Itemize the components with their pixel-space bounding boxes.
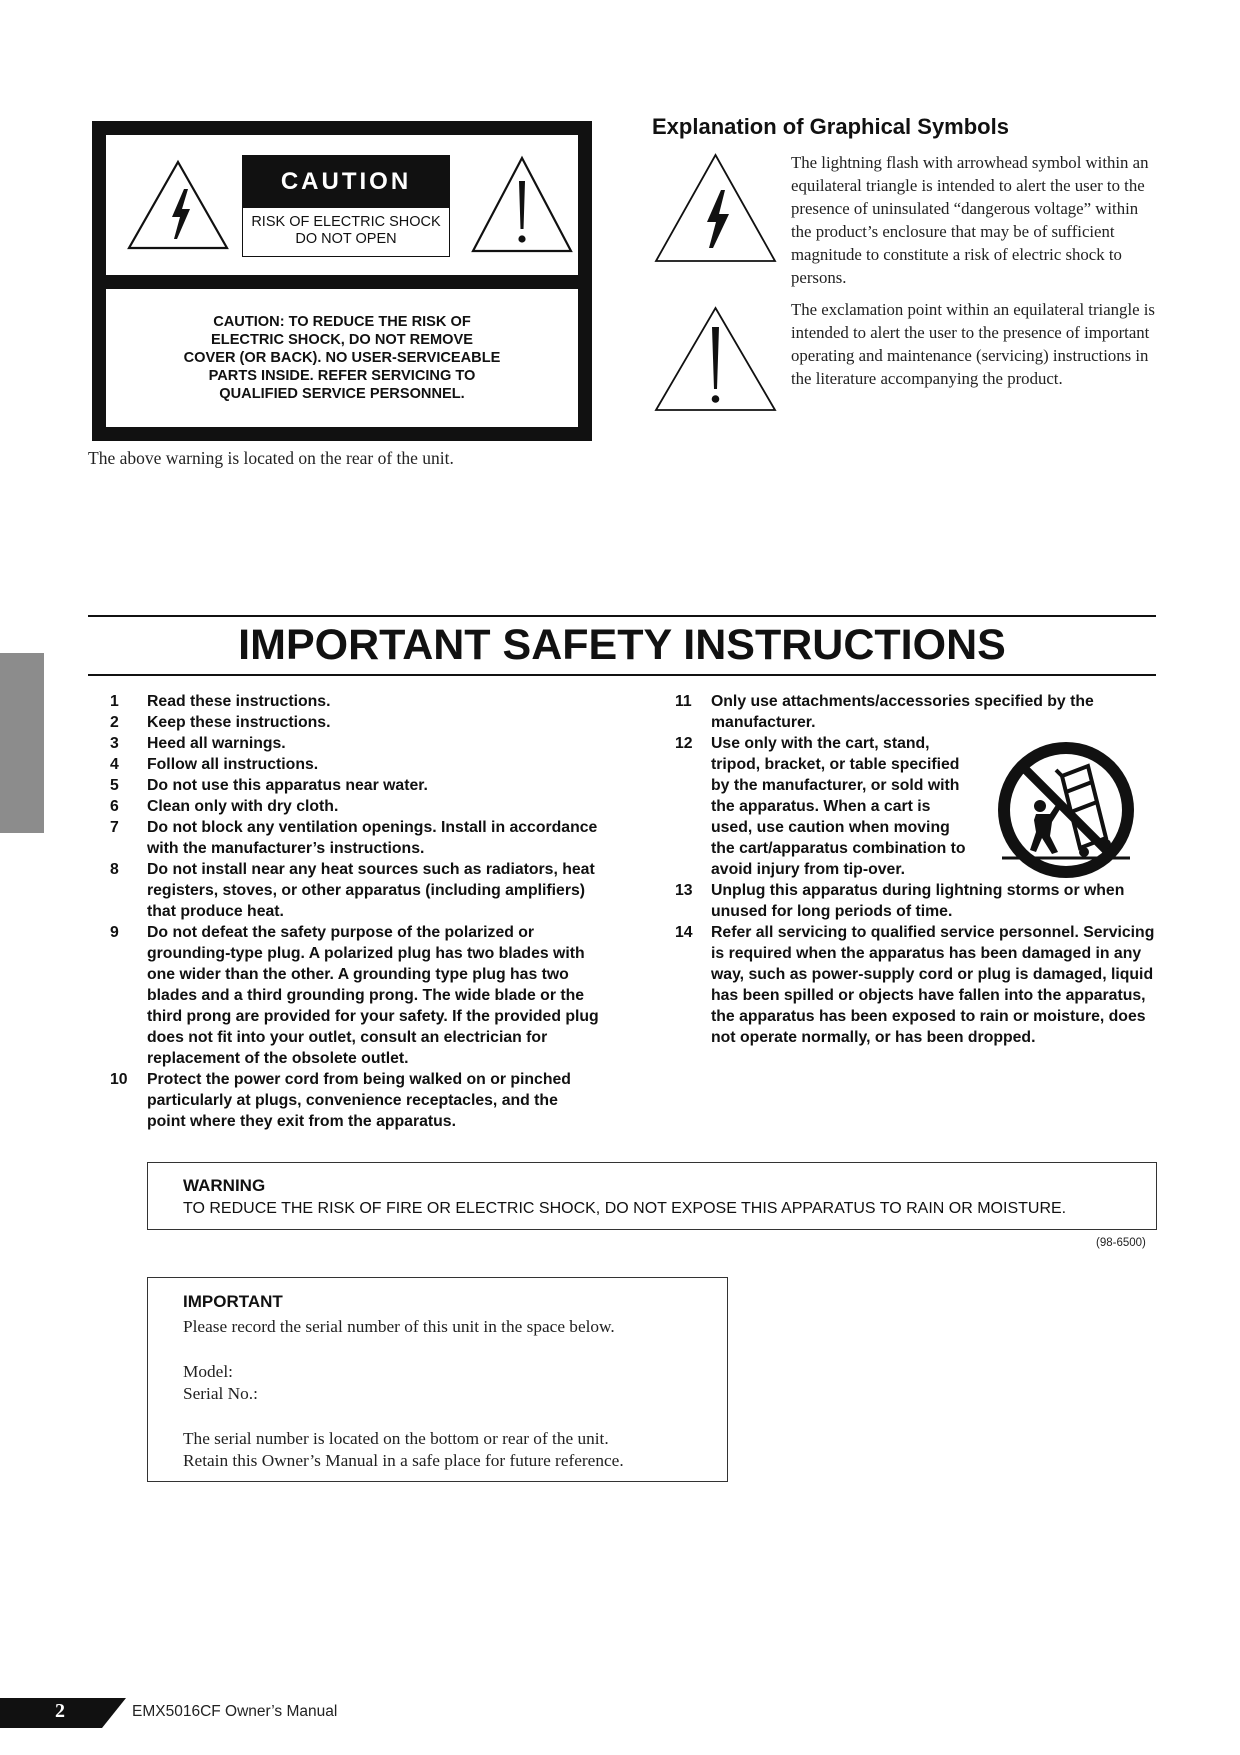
item-text: Keep these instructions.	[147, 714, 331, 731]
lightning-symbol-icon	[653, 152, 778, 264]
lightning-warning-icon	[126, 159, 230, 251]
exclamation-symbol-icon	[653, 305, 778, 413]
list-item	[110, 754, 600, 775]
warning-box	[147, 1162, 1157, 1230]
list-item	[110, 733, 600, 754]
item-number: 3	[110, 735, 119, 752]
caution-label	[92, 121, 592, 441]
item-number: 10	[110, 1071, 128, 1088]
side-tab	[0, 653, 44, 833]
item-text: Heed all warnings.	[147, 735, 286, 752]
item-number: 8	[110, 861, 119, 878]
list-item	[110, 922, 600, 1069]
item-text: Refer all servicing to qualified service personnel. Servicing is required when the apparatus has been damaged in any way, such as power-supply cord or plug is damaged, liquid has been spilled or objects have fallen into the apparatus, the apparatus has been exposed to rain or moisture, does not operate normally, or has been dropped.	[711, 924, 1155, 1046]
caution-center-panel	[242, 155, 450, 257]
list-item	[110, 859, 600, 922]
item-number: 7	[110, 819, 119, 836]
item-text: Do not block any ventilation openings. Install in accordance with the manufacturer’s instructions.	[147, 819, 598, 857]
caution-caption: The above warning is located on the rear of the unit.	[88, 448, 454, 468]
item-text: Do not install near any heat sources such as radiators, heat registers, stoves, or other apparatus (including amplifiers) that produce heat.	[147, 861, 595, 920]
exclamation-symbol-description: The exclamation point within an equilateral triangle is intended to alert the user to the presence of important operating and maintenance (servicing) instructions in the literature accompanying the product.	[791, 300, 1155, 388]
symbols-title: Explanation of Graphical Symbols	[652, 114, 1009, 139]
caution-subtext	[243, 208, 449, 248]
document-code: (98-6500)	[1096, 1237, 1146, 1249]
item-text: Use only with the cart, stand, tripod, bracket, or table specified by the manufacturer, or sold with the apparatus. When a cart is used, use caution when moving the cart/apparatus combination to avoid injury from tip-over.	[711, 735, 966, 878]
instructions-list-left	[110, 691, 600, 1132]
caution-header: CAUTION	[243, 156, 449, 208]
item-text: Do not defeat the safety purpose of the polarized or grounding-type plug. A polarized plug has two blades with one wider than the other. A grounding type plug has two blades and a third grounding prong. The wide blade or the third prong are provided for your safety. If the provided plug does not fit into your outlet, consult an electrician for replacement of the obsolete outlet.	[147, 924, 599, 1067]
item-text: Protect the power cord from being walked on or pinched particularly at plugs, convenience receptacles, and the point where they exit from the apparatus.	[147, 1071, 571, 1130]
list-item	[675, 922, 1165, 1048]
caution-label-top	[106, 135, 578, 275]
caution-main-text: CAUTION: TO REDUCE THE RISK OF ELECTRIC SHOCK, DO NOT REMOVE COVER (OR BACK). NO USER-SERVICEABLE PARTS INSIDE. REFER SERVICING TO QUALIFIED SERVICE PERSONNEL.	[183, 314, 501, 402]
item-text: Clean only with dry cloth.	[147, 798, 339, 815]
important-box	[147, 1277, 728, 1482]
list-item	[675, 880, 1165, 922]
item-text: Read these instructions.	[147, 693, 331, 710]
list-item	[110, 796, 600, 817]
item-number: 11	[675, 693, 692, 710]
model-label: Model:	[183, 1362, 233, 1381]
exclamation-warning-icon	[470, 155, 574, 255]
warning-title: WARNING	[183, 1176, 266, 1195]
important-line-location: The serial number is located on the bottom or rear of the unit.	[183, 1429, 609, 1448]
item-text: Only use attachments/accessories specified by the manufacturer.	[711, 693, 1094, 731]
list-item	[110, 691, 600, 712]
important-line-record: Please record the serial number of this unit in the space below.	[183, 1317, 615, 1336]
list-item	[110, 712, 600, 733]
item-number: 9	[110, 924, 119, 941]
important-title: IMPORTANT	[183, 1292, 283, 1311]
page-number: 2	[55, 1700, 65, 1722]
item-number: 12	[675, 735, 693, 752]
list-item	[110, 1069, 600, 1132]
cart-tipover-icon	[996, 740, 1136, 880]
item-text: Do not use this apparatus near water.	[147, 777, 428, 794]
warning-text: TO REDUCE THE RISK OF FIRE OR ELECTRIC SHOCK, DO NOT EXPOSE THIS APPARATUS TO RAIN OR MOISTURE.	[183, 1200, 1067, 1217]
caution-label-bottom	[106, 289, 578, 427]
item-number: 6	[110, 798, 119, 815]
item-number: 1	[110, 693, 119, 710]
list-item	[110, 775, 600, 796]
item-number: 5	[110, 777, 119, 794]
page-title: IMPORTANT SAFETY INSTRUCTIONS	[238, 621, 1006, 669]
title-rule-top	[88, 615, 1156, 617]
item-text: Follow all instructions.	[147, 756, 319, 773]
item-number: 14	[675, 924, 693, 941]
list-item	[675, 691, 1165, 733]
list-item	[110, 817, 600, 859]
serial-label: Serial No.:	[183, 1384, 258, 1403]
item-text: Unplug this apparatus during lightning storms or when unused for long periods of time.	[711, 882, 1125, 920]
item-number: 4	[110, 756, 119, 773]
important-line-retain: Retain this Owner’s Manual in a safe place for future reference.	[183, 1451, 624, 1470]
item-number: 2	[110, 714, 119, 731]
manual-title: EMX5016CF Owner’s Manual	[132, 1703, 338, 1720]
item-number: 13	[675, 882, 693, 899]
caution-sub-line1: RISK OF ELECTRIC SHOCK	[251, 214, 441, 230]
title-rule-bottom	[88, 674, 1156, 676]
lightning-symbol-description: The lightning flash with arrowhead symbol within an equilateral triangle is intended to alert the user to the presence of uninsulated “dangerous voltage” within the product’s enclosure that may be of sufficient magnitude to constitute a risk of electric shock to persons.	[791, 153, 1149, 287]
caution-sub-line2: DO NOT OPEN	[295, 231, 397, 247]
